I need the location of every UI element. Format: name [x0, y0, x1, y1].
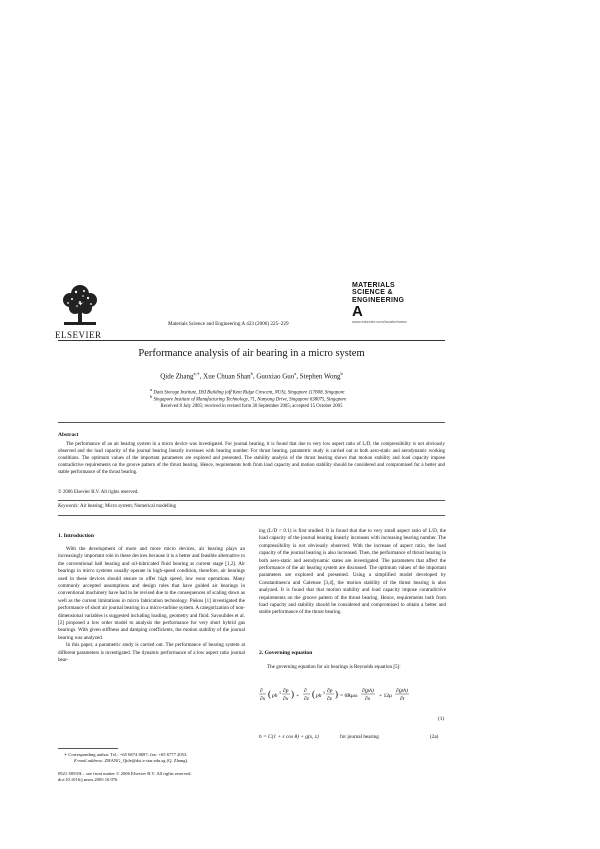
abstract-heading: Abstract: [58, 432, 79, 438]
received-dates: Received 8 July 2005; received in revised form 30 September 2005; accepted 15 October 2005: [160, 404, 343, 409]
journal-logo-line3: ENGINEERING: [352, 296, 405, 304]
elsevier-tree-logo-icon: [58, 282, 102, 328]
corresponding-author-footnote: ∗ Corresponding author. Tel.: +65 6874 8697; fax: +65 6777 2053.: [64, 752, 188, 757]
front-matter-line: 0921-5093/$ – see front matter © 2006 Elsevier B.V. All rights reserved.: [58, 771, 192, 776]
author-affil-marker[interactable]: a,∗: [193, 371, 200, 376]
svg-text:): ): [335, 689, 338, 699]
svg-text:∂z: ∂z: [327, 696, 332, 702]
svg-text:∂(ph): ∂(ph): [362, 688, 374, 694]
svg-text:(: (: [268, 689, 271, 699]
svg-text:): ): [291, 689, 294, 699]
author-name: Qide Zhang: [160, 372, 194, 381]
right-column: [259, 528, 446, 617]
svg-text:∂(ph): ∂(ph): [396, 688, 408, 694]
email-link[interactable]: ZHANG_Qide@dsi.a-star.edu.sg (Q. Zhang).: [104, 758, 189, 763]
author-name: Guoxiao Guo: [256, 372, 295, 381]
keywords-rule: [58, 515, 445, 516]
reynolds-equation: [259, 683, 446, 719]
front-matter: [58, 771, 192, 784]
svg-text:∂x: ∂x: [260, 696, 266, 702]
svg-text:∂p: ∂p: [283, 688, 289, 694]
film-thickness-equation: h = C(1 + ε cos θ) + g(x, z): [259, 734, 319, 740]
abstract-body: The performance of an air bearing system in a micro device was investigated. For journal bearing, it is found that due to very low aspect ratio of L/D, the compressibility is not obviously observed and the load capacity of the journal bearing linearly increases with bearing number. For thrust bearing, parametric study is carried out at both aero-static and aerodynamic working conditions. The optimum values of the important parameters are explored and presented. The stability analysis of the thrust bearing shows that motion stability and load capacity impose contradictive requirements on the groove pattern of the thrust bearing. Hence, requirements both from load capacity and motion stability should be considered and compromised for a better and stable performance of the thrust bearing.: [58, 442, 445, 476]
author-name: Xue Chuan Shan: [203, 372, 251, 381]
section-heading-governing-equation: 2. Governing equation: [259, 650, 313, 656]
governing-equation-intro: [259, 664, 446, 671]
svg-text:+ 12μ: + 12μ: [379, 693, 392, 699]
affiliation-b: $^b$ Singapore Institute of Manufacturing Technology, 71, Nanyang Drive, Singapore 638075, Singapore: [150, 394, 347, 403]
email-footnote: [74, 758, 188, 764]
affiliation-a: $^a$ Data Storage Institute, DSI Building (off Kent Ridge Crescent, NUS), Singapore 117608, Singapore: [150, 387, 345, 396]
svg-text:ph: ph: [272, 693, 278, 699]
footnote-rule: [58, 748, 118, 749]
left-column: [58, 546, 245, 665]
journal-logo-line2: SCIENCE &: [352, 289, 393, 297]
author-affil-marker[interactable]: b: [250, 371, 253, 376]
svg-text:3: 3: [279, 691, 281, 695]
governing-paragraph: The governing equation for air bearings is Reynolds equation [5]:: [267, 664, 401, 670]
abstract-rule-top: [58, 422, 445, 423]
author-list: Qide Zhang$^{a,∗}$, Xue Chuan Shan$^b$, Guoxiao Guo$^a$, Stephen Wong$^b$: [160, 371, 343, 381]
email-label: E-mail address:: [74, 758, 104, 763]
header-rule: [58, 340, 445, 341]
keywords-text: Air bearing; Micro system; Numerical modelling: [79, 504, 176, 509]
svg-text:+: +: [296, 693, 300, 699]
keywords-label: Keywords:: [58, 504, 80, 509]
abstract-rule-bottom: [58, 500, 445, 501]
svg-text:∂x: ∂x: [283, 696, 289, 702]
equation-number-2a: (2a): [430, 734, 439, 740]
journal-web-url[interactable]: www.elsevier.com/locate/msea: [352, 318, 407, 324]
journal-logo-letter: A: [352, 302, 363, 320]
equation-2a-condition: for journal bearing: [340, 734, 379, 740]
svg-text:(: (: [312, 689, 315, 699]
keywords: [58, 504, 176, 509]
equation-number-1: (1): [438, 716, 445, 722]
author-affil-marker[interactable]: b: [340, 371, 343, 376]
svg-text:∂z: ∂z: [304, 696, 309, 702]
doi-link[interactable]: doi:10.1016/j.msea.2005.10.076: [58, 777, 118, 783]
svg-text:ph: ph: [316, 693, 322, 699]
section-heading-introduction: 1. Introduction: [58, 533, 94, 539]
publisher-name: ELSEVIER: [55, 330, 102, 340]
journal-citation: Materials Science and Engineering A 423 (2006) 225–229: [168, 321, 289, 327]
svg-text:∂: ∂: [304, 688, 307, 694]
svg-text:∂p: ∂p: [327, 688, 333, 694]
paper-title: Performance analysis of air bearing in a micro system: [138, 348, 365, 359]
svg-text:∂: ∂: [260, 688, 263, 694]
svg-text:= 6Rμω: = 6Rμω: [340, 693, 358, 699]
journal-logo-line1: MATERIALS: [352, 282, 396, 289]
journal-logo: [352, 282, 444, 324]
intro-paragraph-2: In this paper, a parametric study is carried out. The performance of bearing system at different parameters is investigated. The dynamic performance of a low aspect ratio journal bear-: [58, 642, 245, 664]
intro-paragraph-1: With the development of more and more micro devices, air bearing plays an increasingly important role in these devices because it is a better and feasible alternative to the conventional ball bearing and oil-lubricated fluid bearing at current stage [1,2]. Air bearings in micro systems usually operate in high-speed condition, therefore, air bearings used in these devices should ensure to offer high speed, low wear operations. Many commonly accepted assumptions and design rules that have guided air bearings in conventional machinery have had to be revised due to the consequences of scaling down as well as the current limitations in micro fabrication technology. Piekos [1] investigated the performance of short air journal bearing in a micro-turbine system. A categorization of non-dimensional variables is suggested including loading, geometry and fluid. Savoulides et al. [2] proposed a low order model to analysis the performance for very short hybrid gas bearings. With given stiffness and damping coefficients, the motion stability of the journal bearing was analyzed.: [58, 546, 245, 641]
author-name: Stephen Wong: [299, 372, 341, 381]
svg-text:∂t: ∂t: [400, 696, 405, 702]
abstract-copyright: © 2006 Elsevier B.V. All rights reserved.: [58, 490, 139, 495]
intro-paragraph-3: ing (L/D < 0.1) is first studied. It is found that due to very small aspect ratio of L/D, the load capacity of the journal bearing linearly increases with increasing bearing number. The compressibility is not obviously observed. With the increase of aspect ratio, the load capacity of the journal bearing is also increased. Then, the performance of thrust bearing in both aero-static and aerodynamic states are investigated. The parameters that affect the performance of the air bearing system are discussed. The optimum values of the important parameters are explored and presented. Using a simplified model developed by Constantinescu and Galetuse [3,4], the motion stability of the thrust bearing is also analyzed. It is found that that motion stability and load capacity impose contradictive requirements on the groove pattern of the thrust bearing. Hence, requirements both from load capacity and stability should be considered and compromised to obtain a better and stable performance of the thrust bearing.: [259, 528, 446, 616]
svg-text:3: 3: [323, 691, 325, 695]
svg-text:∂x: ∂x: [365, 696, 371, 702]
author-affil-marker[interactable]: a: [294, 371, 297, 376]
